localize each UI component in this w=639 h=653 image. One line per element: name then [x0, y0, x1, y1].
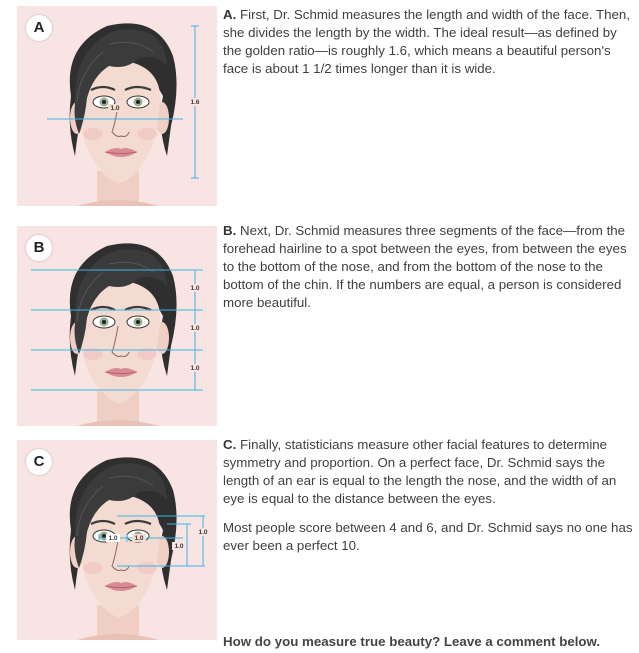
- panel-b-text: Next, Dr. Schmid measures three segments of the face—from the forehead hairline to a spot between the eyes, from between the eyes to the bottom of the nose, and from the bottom of the nose to the bottom of the chin. If the numbers are equal, a person is considered more beautiful.: [223, 223, 627, 310]
- measurement-top-segment: 1.0: [190, 285, 200, 292]
- panel-a-description: [223, 6, 633, 78]
- illustration-panel-c: [17, 440, 217, 640]
- illustration-panel-a: [17, 6, 217, 206]
- panel-a-lead: A.: [223, 7, 237, 22]
- measurement-bottom-segment: 1.0: [190, 365, 200, 372]
- panel-b-description: [223, 222, 633, 312]
- panel-c-description: [223, 436, 633, 555]
- panel-label-badge: B: [26, 235, 52, 261]
- panel-label-badge: C: [26, 449, 52, 475]
- measurement-ear-length: 1.0: [198, 529, 208, 536]
- panel-c-lead: C.: [223, 437, 237, 452]
- illustration-panel-b: [17, 226, 217, 426]
- measurement-eye-width: 1.0: [108, 535, 118, 542]
- panel-a-text: First, Dr. Schmid measures the length and width of the face. Then, she divides the length by the width. The ideal result—as defined by the golden ratio—is roughly 1.6, which means a beautiful person's face is about 1 1/2 times longer than it is wide.: [223, 7, 631, 76]
- measurement-width: 1.0: [110, 105, 120, 112]
- panel-b-lead: B.: [223, 223, 237, 238]
- panel-label-badge: A: [26, 15, 52, 41]
- measurement-middle-segment: 1.0: [190, 325, 200, 332]
- comment-prompt: How do you measure true beauty? Leave a comment below.: [223, 634, 601, 649]
- panel-c-text: Finally, statisticians measure other facial features to determine symmetry and proportion. On a perfect face, Dr. Schmid says the length of an ear is equal to the length the nose, and the width of an eye is equal to the distance between the eyes.: [223, 437, 617, 506]
- measurement-eye-gap: 1.0: [134, 535, 144, 542]
- measurement-nose-length: 1.0: [174, 543, 184, 550]
- measurement-length: 1.6: [190, 99, 200, 106]
- panel-c-closing-text: Most people score between 4 and 6, and Dr. Schmid says no one has ever been a perfect 10.: [223, 520, 633, 553]
